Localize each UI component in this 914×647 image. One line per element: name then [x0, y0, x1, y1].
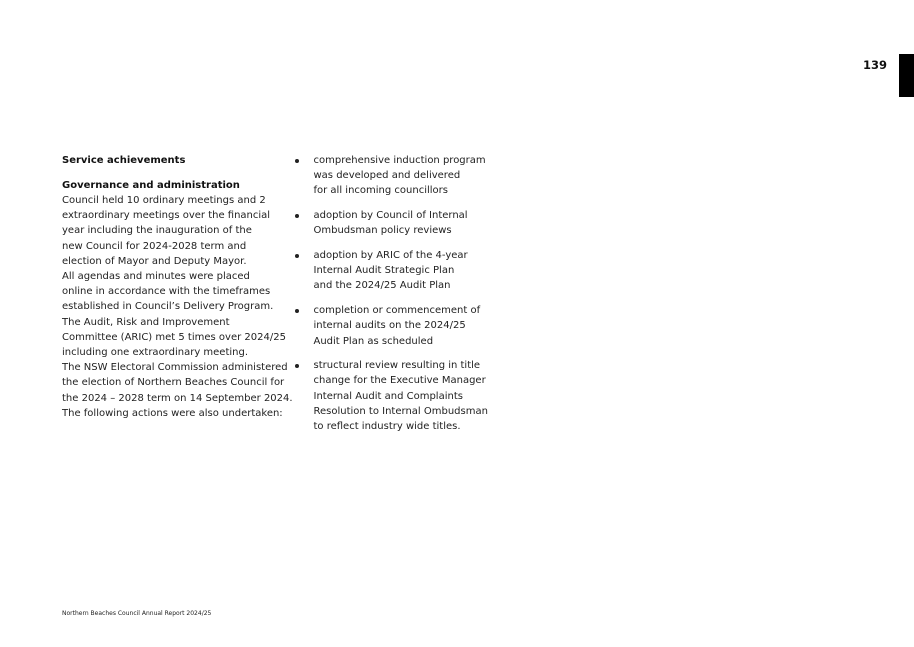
bullet-text-line: internal audits on the 2024/25 [313, 320, 466, 332]
bullet-text-line: structural review resulting in title [313, 360, 481, 372]
bullet-text-line: to reflect industry wide titles. [313, 421, 461, 433]
body-text-line: Council held 10 ordinary meetings and 2 [62, 194, 266, 206]
bullet-text-line: Internal Audit Strategic Plan [313, 265, 455, 277]
bullet-dot-icon [295, 214, 299, 218]
body-text-line: the election of Northern Beaches Council for [62, 377, 285, 389]
bullet-text-line: completion or commencement of [313, 305, 481, 317]
body-text-line: Committee (ARIC) met 5 times over 2024/25 [62, 331, 286, 343]
body-text-line: including one extraordinary meeting. [62, 346, 249, 358]
bullet-text-line: and the 2024/25 Audit Plan [313, 280, 451, 292]
bullet-item-ombudsman-policy [292, 208, 492, 238]
bullet-item-induction [292, 153, 492, 199]
bullet-text-line: Internal Audit and Complaints [313, 390, 463, 402]
footer-report-title: Northern Beaches Council Annual Report 2024/25 [62, 610, 212, 617]
bullet-text-line: was developed and delivered [313, 170, 461, 182]
bullet-text-line: for all incoming councillors [313, 185, 448, 197]
body-text-line: The NSW Electoral Commission administered [62, 362, 288, 374]
page-number: 139 [862, 58, 887, 72]
body-text-line: The Audit, Risk and Improvement [62, 316, 230, 328]
bullet-dot-icon [295, 364, 299, 368]
bullet-text-line: Resolution to Internal Ombudsman [313, 405, 488, 417]
body-text-line: extraordinary meetings over the financial [62, 210, 271, 222]
body-text-line: new Council for 2024-2028 term and [62, 240, 247, 252]
body-text-line: election of Mayor and Deputy Mayor. [62, 255, 247, 267]
service-achievements-section [62, 153, 293, 421]
body-text-line: All agendas and minutes were placed [62, 270, 250, 282]
section-title: Service achievements [62, 155, 186, 166]
bullet-text-line: adoption by ARIC of the 4-year [313, 250, 468, 262]
body-text-line: year including the inauguration of the [62, 225, 252, 237]
bullet-text-line: Ombudsman policy reviews [313, 225, 452, 237]
body-text-line: The following actions were also undertaken: [62, 407, 283, 419]
bullet-item-structural-review [292, 358, 492, 434]
actions-bullet-list [292, 153, 492, 434]
page-edge-tab [899, 54, 914, 97]
bullet-text-line: change for the Executive Manager [313, 375, 486, 387]
bullet-item-audit-plan [292, 248, 492, 294]
body-text-line: the 2024 – 2028 term on 14 September 2024. [62, 392, 293, 404]
bullet-text-line: Audit Plan as scheduled [313, 335, 434, 347]
section-subtitle: Governance and administration [62, 179, 240, 191]
bullet-text-line: adoption by Council of Internal [313, 210, 468, 222]
bullet-dot-icon [295, 159, 299, 163]
bullet-text-line: comprehensive induction program [313, 155, 486, 166]
bullet-dot-icon [295, 309, 299, 313]
bullet-dot-icon [295, 254, 299, 258]
bullet-item-internal-audits [292, 303, 492, 349]
body-text-line: online in accordance with the timeframes [62, 286, 271, 298]
actions-list-column [292, 153, 492, 444]
body-text-line: established in Council’s Delivery Program. [62, 301, 274, 313]
